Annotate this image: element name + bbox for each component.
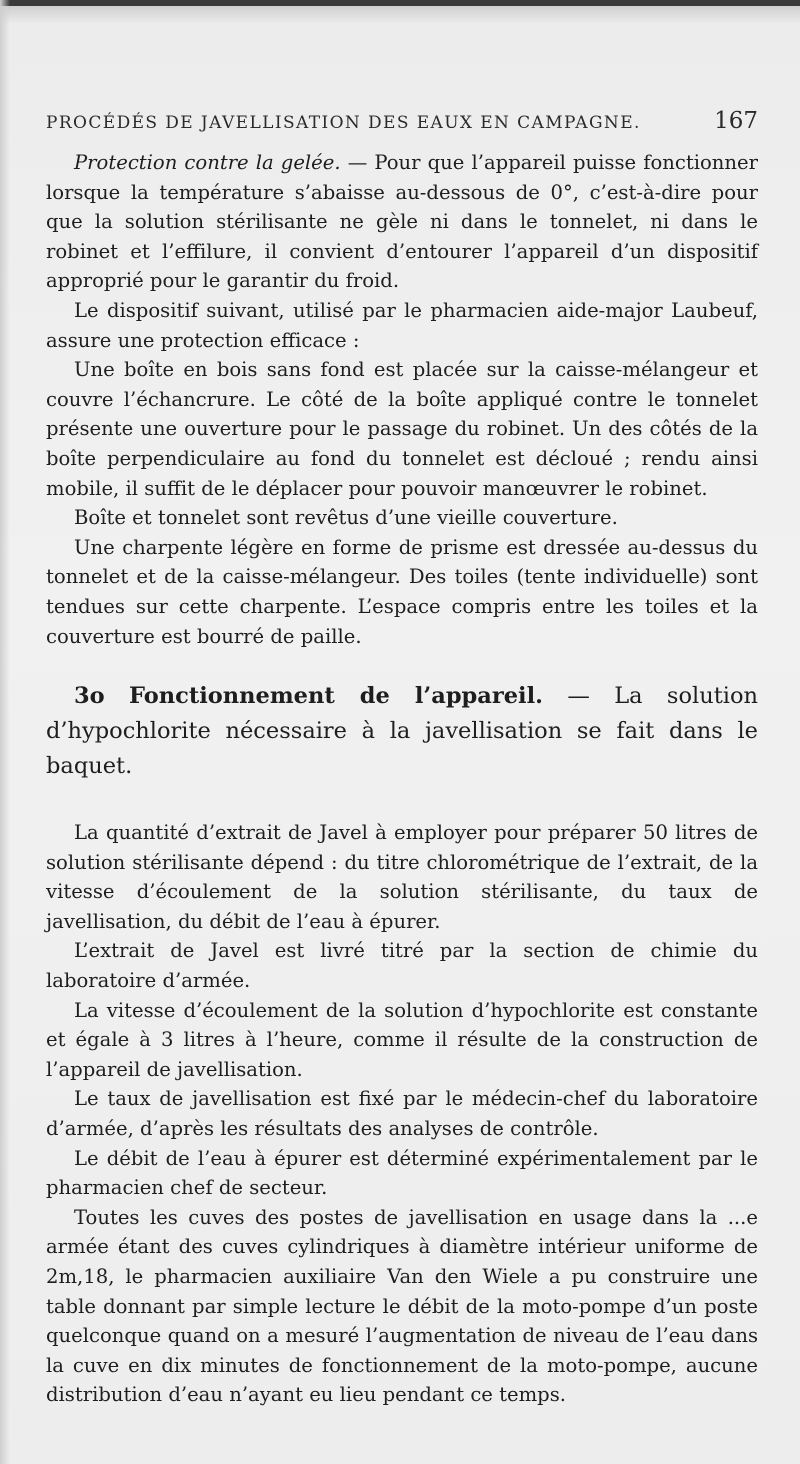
- running-head: [46, 108, 758, 148]
- paragraph-lead: Protection contre la gelée.: [74, 151, 341, 174]
- paragraph: Une boîte en bois sans fond est placée sur la caisse-mélangeur et couvre l’échancrure. Le côté de la boîte appliqué contre le tonnelet présente une ouverture pour le passage du robinet. Un des côtés de la boîte perpendiculaire au fond du tonnelet est décloué ; rendu ainsi mobile, il suffit de le déplacer pour pouvoir manœuvrer le robinet.: [46, 358, 758, 500]
- scan-top-shadow: [0, 6, 800, 24]
- section-number: 3o: [74, 683, 105, 710]
- section-text: — La solution d’hypochlorite nécessaire à la javellisation se fait dans le baquet.: [46, 683, 758, 780]
- paragraph: Boîte et tonnelet sont revêtus d’une vieille couverture.: [74, 506, 618, 530]
- paragraph: Le débit de l’eau à épurer est déterminé expérimentalement par le pharmacien chef de secteur.: [46, 1146, 758, 1200]
- scan-left-shadow: [0, 0, 10, 1464]
- running-title: PROCÉDÉS DE JAVELLISATION DES EAUX EN CAMPAGNE.: [46, 113, 641, 133]
- paragraph: Une charpente légère en forme de prisme est dressée au-dessus du tonnelet et de la caisse-mélangeur. Des toiles (tente individuelle) sont tendues sur cette charpente. L’espace compris entre les toiles et la couverture est bourré de paille.: [46, 535, 758, 648]
- page-content: [46, 108, 758, 1410]
- paragraph: La quantité d’extrait de Javel à employer pour préparer 50 litres de solution stérilisante dépend : du titre chlorométrique de l’extrait, de la vitesse d’écoulement de la solution stérilisante, du taux de javellisation, du débit de l’eau à épurer.: [46, 821, 758, 933]
- paragraph: Toutes les cuves des postes de javellisation en usage dans la ...e armée étant des cuves cylindriques à diamètre intérieur uniforme de 2m,18, le pharmacien auxiliaire Van den Wiele a pu construire une table donnant par simple lecture le débit de la moto-pompe d’un poste quelconque quand on a mesuré l’augmentation de niveau de l’eau dans la cuve en dix minutes de fonctionnement de la moto-pompe, aucune distribution d’eau n’ayant eu lieu pendant ce temps.: [46, 1205, 758, 1407]
- paragraph-protection-gel: [46, 148, 758, 296]
- paragraph-text: — Pour que l’appareil puisse fonctionner lorsque la température s’abaisse au-dessous de 0°, c’est-à-dire pour que la solution stérilisante ne gèle ni dans le tonnelet, ni dans le robinet et l’effilure, il convient d’entourer l’appareil d’un dispositif approprié pour le garantir du froid.: [46, 151, 758, 293]
- paragraph: Le dispositif suivant, utilisé par le pharmacien aide-major Laubeuf, assure une protection efficace :: [46, 298, 758, 352]
- paragraph: L’extrait de Javel est livré titré par la section de chimie du laboratoire d’armée.: [46, 939, 758, 993]
- paragraph: La vitesse d’écoulement de la solution d’hypochlorite est constante et égale à 3 litres à l’heure, comme il résulte de la construction de l’appareil de javellisation.: [46, 998, 758, 1081]
- page-number: 167: [714, 108, 758, 134]
- section-heading: [46, 679, 758, 784]
- section-title: Fonctionnement de l’appareil.: [129, 683, 543, 710]
- paragraph: Le taux de javellisation est fixé par le médecin-chef du laboratoire d’armée, d’après les résultats des analyses de contrôle.: [46, 1087, 758, 1141]
